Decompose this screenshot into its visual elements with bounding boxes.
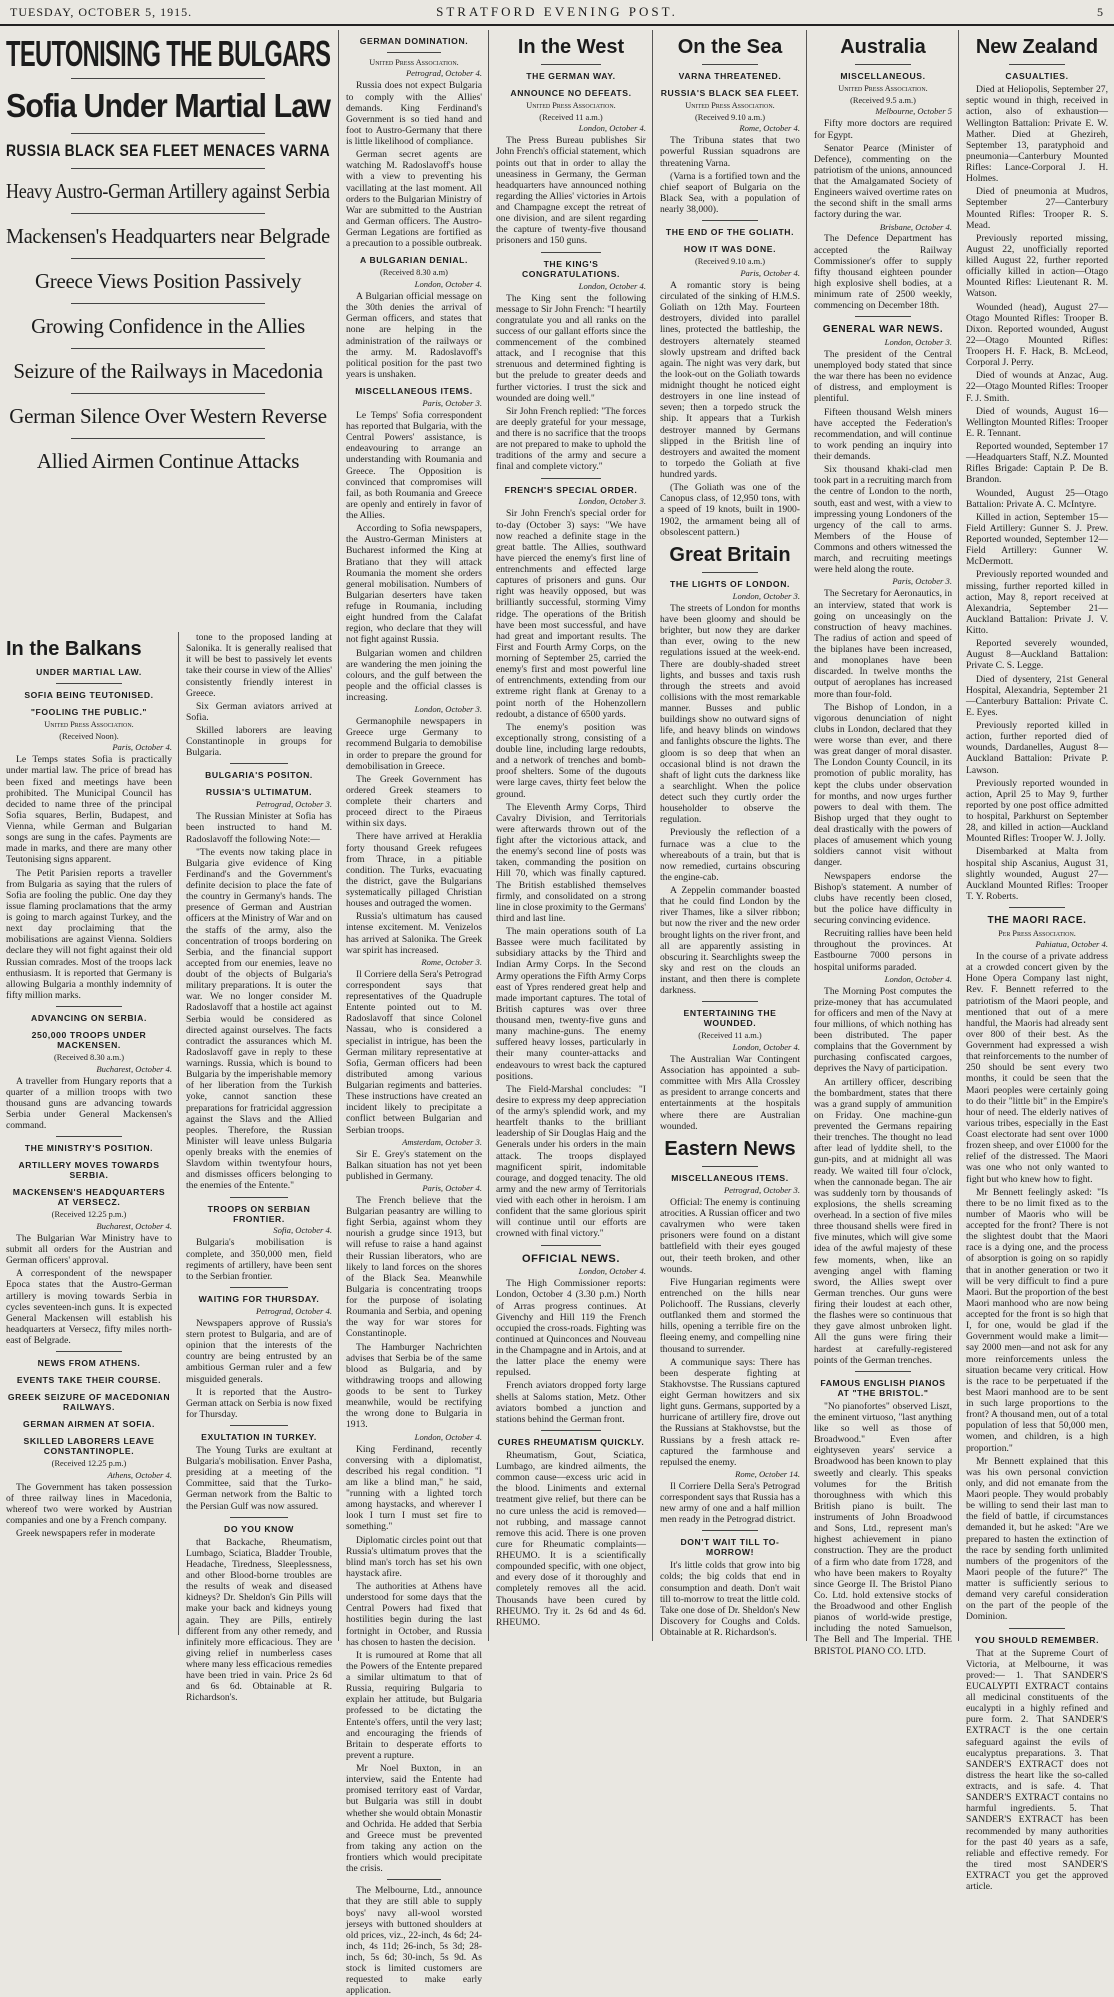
- section-title-balkans: In the Balkans: [6, 638, 142, 660]
- dateline: London, October 3.: [414, 704, 482, 715]
- article-paragraph: King Ferdinand, recently conversing with a diplomatist, described his regal condition. "I am like a blind man," he said, "running with a lighted torch among haystacks, and wherever I look I turn I must set fire to something.": [346, 1443, 482, 1533]
- article-paragraph: Mr Bennett explained that this was his own personal conviction only, and did not emanate from the Maori people. They would probably be willing to send their last man to the field of battle, if circumstances demanded it, but he asked: "Are we prepared to hasten the extinction of the race by sending forth unlimited numbers of the progenitors of the Maori people of the future?" The matter is sufficiently serious to demand very careful consideration on the part of the people of the Dominion.: [966, 1455, 1108, 1623]
- subhead: THE MAORI RACE.: [987, 915, 1087, 927]
- article-paragraph: The Press Bureau publishes Sir John French's official statement, which points out that in order to allay the uneasiness in Germany, the German headquarters have announced nothing regarding the Allies' victories in Artois and Champagne except the retreat of one division, and are silent regarding the capture of twenty-five thousand prisoners and 150 guns.: [496, 135, 646, 247]
- bulgaria-column: [180, 632, 338, 1704]
- article-paragraph: There have arrived at Heraklia forty thousand Greek refugees from Thrace, in a pitiable condition. The Turks, evacuating the district, gave the Bulgarians systematically pillaged Christian houses and outraged the women.: [346, 831, 482, 910]
- dateline: Petrograd, October 3.: [723, 1184, 800, 1195]
- article-paragraph: The main operations south of La Bassee were much facilitated by subsidiary attacks by the Third and Indian Army Corps. In the Second Army operations the Fifth Army Corps east of Ypres rendered great help and made important captures. The total of British captures was over three thousand men, twenty-five guns and many machine-guns. The enemy suffered heavy losses, particularly in their many counter-attacks and endeavours to wrest back the captured positions.: [496, 926, 646, 1082]
- column-rule: [178, 632, 179, 1635]
- subhead: GENERAL WAR NEWS.: [822, 324, 944, 336]
- article-paragraph: The High Commissioner reports: London, October 4 (3.30 p.m.) North of Arras progress continues. At Givenchy and Hill 119 the French occupied the cross-roads. Fighting was continued at Quinconces and Nouveau in the Champagne and in Artois, and at the latter place the enemy were repulsed.: [496, 1278, 646, 1379]
- agency-line: United Press Association.: [685, 101, 775, 111]
- subhead: MISCELLANEOUS ITEMS.: [355, 386, 473, 397]
- subhead: SKILLED LABORERS LEAVE CONSTANTINOPLE.: [23, 1435, 155, 1456]
- west-column: [490, 30, 652, 1641]
- article-paragraph: The French believe that the Bulgarian peasantry are willing to fight Serbia, against whom they nourish a grudge since 1913, but will refuse to raise a hand against their Russian liberators, who are likely to land forces on the shores of the Black Sea. Meanwhile Bulgaria is concentrating troops for the purpose of isolating Roumania and Serbia, and opening the way for war stores for Constantinople.: [346, 1194, 482, 1340]
- subhead: WAITING FOR THURSDAY.: [198, 1293, 320, 1304]
- article-paragraph: Sir John French's special order for to-day (October 3) says: "We have now reached a definite stage in the great battle. The Allies, southward have pierced the enemy's first line of entrenchments and effected large captures of prisoners and guns. Our right was heavily opposed, but was brilliantly successful, storming Vimy ridge. The operations of the British have been most successful, and have had great and important results. The First and Fourth Army Corps, on the morning of September 25, carried the enemy's first and most powerful line of entrenchments, extending from our extreme right flank at Grenay to a point north of the Hohenzollern redoubt, a distance of 6500 yards.: [496, 508, 646, 720]
- article-paragraph: French aviators dropped forty large shells at Saloms station, Metz. Other aviators bombed a junction and stations behind the German front.: [496, 1380, 646, 1425]
- headline-6: Greece Views Position Passively: [34, 269, 302, 293]
- agency-line: Per Press Association.: [998, 928, 1076, 938]
- section-title-australia: Australia: [840, 36, 926, 58]
- article-paragraph: The Tribuna states that two powerful Russian squadrons are threatening Varna.: [660, 135, 800, 169]
- dateline: Paris, October 4.: [422, 1182, 482, 1193]
- article-paragraph: Il Corriere della Sera's Petrograd correspondent says that representatives of the Quadruple Entente pointed out to M. Radoslavoff that since Colonel Nassau, who is considered a specialist in intrigue, has been the German military representative at Sofia, German officers had been distributed among various Bulgarian regiments and batteries. These instructions have created an incident likely to precipitate a conflict between Bulgarian and Serbian troops.: [346, 968, 482, 1136]
- subhead: THE MINISTRY'S POSITION.: [24, 1143, 154, 1154]
- sea-column: [654, 30, 806, 1641]
- article-paragraph: Russia's ultimatum has caused intense excitement. M. Venizelos has arrived at Salonika. The Greek war spirit has increased.: [346, 911, 482, 956]
- article-paragraph: Previously the reflection of a furnace was a clue to the whereabouts of a train, but that is now remedied, curtains obscuring the engine-cab.: [660, 827, 800, 883]
- headline-8: Seizure of the Railways in Macedonia: [13, 359, 323, 383]
- article-paragraph: The Greek Government has ordered Greek steamers to complete their charters and proceed direct to the Piraeus within six days.: [346, 773, 482, 830]
- article-paragraph: Russia does not expect Bulgaria to comply with the Allies' demands. King Ferdinand's Government is so tied hand and foot to Austro-Germany that there is little likelihood of compliance.: [346, 80, 482, 148]
- casualty-entry: Previously reported missing, August 22, unofficially reported killed August 22, further reported officially killed in action—Otago Mounted Rifles: Lieutenant R. M. Watson.: [966, 232, 1108, 300]
- subhead: THE KING'S CONGRATULATIONS.: [521, 258, 621, 279]
- article-paragraph: Sir John French replied: "The forces are deeply grateful for your message, and there is no sacrifice that the troops are not prepared to make to uphold the traditions of the army and secure a final and complete victory.": [496, 405, 646, 473]
- headline-4: Heavy Austro-German Artillery against Serbia: [6, 179, 330, 203]
- section-title-sea: On the Sea: [677, 36, 783, 58]
- article-paragraph: Sir E. Grey's statement on the Balkan situation has not yet been published in Germany.: [346, 1148, 482, 1182]
- article-paragraph: The authorities at Athens have understood for some days that the Central Powers had fixed that hostilities begin during the last fortnight in October, and Russia has chosen to hasten the decision.: [346, 1581, 482, 1648]
- subhead: MISCELLANEOUS ITEMS.: [671, 1172, 789, 1183]
- headline-3: RUSSIA BLACK SEA FLEET MENACES VARNA: [6, 141, 331, 160]
- dateline: Melbourne, October 5: [875, 106, 952, 117]
- dateline: Paris, October 3.: [422, 397, 482, 408]
- dateline: London, October 4.: [578, 1266, 646, 1277]
- article-paragraph: The Secretary for Aeronautics, in an interview, stated that work is going on unceasingly on the construction of heavy machines. The radius of action and speed of the biplanes have been increased, and monoplanes have been discarded. In twelve months the output of aeroplanes has increased more than four-fold.: [814, 588, 952, 700]
- advert-heading: DO YOU KNOW: [224, 1523, 294, 1534]
- subhead: "FOOLING THE PUBLIC.": [30, 707, 148, 718]
- section-title-west: In the West: [517, 36, 625, 58]
- article-paragraph: Recruiting rallies have been held throughout the provinces. At Eastbourne 7000 persons in hospital uniforms paraded.: [814, 928, 952, 973]
- article-paragraph: A communique says: There has been desperate fighting at Stakhovstse. The Russians captured eight German howitzers and six light guns. Germans, supported by a hurricane of artillery fire, drove out the Russians at Stakhovstse, but the Russians by a fresh attack re-captured the farmhouse and repulsed the enemy.: [660, 1356, 800, 1468]
- article-paragraph: The Field-Marshal concludes: "I desire to express my deep appreciation of the army's splendid work, and my heartfelt thanks to the brilliant leadership of Sir Douglas Haig and the Generals under his orders in the main attack. The troops displayed magnificent spirit, indomitable courage, and dogged tenacity. The old army and the new army of Territorials vied with each other in heroism. I am confident that the same glorious spirit will continue until our efforts are crowned with final victory.": [496, 1083, 646, 1240]
- casualty-entry: Disembarked at Malta from hospital ship Ascanius, August 31, slightly wounded, August 27—Auckland Mounted Rifles: Trooper T. Y. Roberts.: [966, 846, 1108, 902]
- subhead: ANNOUNCE NO DEFEATS.: [510, 88, 632, 99]
- article-paragraph: Greek newspapers refer in moderate: [16, 1528, 156, 1540]
- casualty-entry: Wounded (head), August 27—Otago Mounted Rifles: Trooper B. Dixon. Reported wounded, August 22—Otago Mounted Rifles: Troopers H. F. Hack, B. McLeod, Corporal J. Perry.: [966, 301, 1108, 369]
- subhead: GREEK SEIZURE OF MACEDONIAN RAILWAYS.: [7, 1392, 171, 1413]
- dateline: Amsterdam, October 3.: [402, 1136, 482, 1147]
- dateline: London, October 3.: [884, 336, 952, 347]
- article-paragraph: The Morning Post computes the prize-money that has accumulated for officers and men of the Navy at four millions, of which nothing has been distributed. The paper complains that the Government by purchasing confiscated cargoes, deprives the Navy of participation.: [814, 985, 952, 1075]
- subhead: OFFICIAL NEWS.: [521, 1252, 621, 1265]
- article-paragraph: An artillery officer, describing the bombardment, states that there was a grand supply of ammunition on Friday. One machine-gun prevented the Germans repairing their trenches. The thought no lead after lead of lyddite shell, to the gun-pits, and at midnight all was ready. We waited till four o'clock, when the cannonade began. The air was suddenly torn by thousands of explosions, the shells screaming overhead. In a section of five miles three thousand shells were fired in five minutes, which will give some idea of the awful majesty of these few moments, when, like an avenging angel with flaming sword, the Allies swept over German trenches. Our guns were firing their loudest at each other, the flashes were so continuous that they gave almost unbroken light. All the guns were firing their hardest at carefully-registered points of the German trenches.: [814, 1076, 952, 1366]
- casualty-entry: Died of wounds at Anzac, Aug. 22—Otago Mounted Rifles: Trooper F. J. Smith.: [966, 370, 1108, 404]
- dateline: London, October 4.: [578, 280, 646, 291]
- dateline: Paris, October 3.: [892, 576, 952, 587]
- dateline: Rome, October 14.: [735, 1468, 800, 1479]
- article-paragraph: (The Goliath was one of the Canopus class, of 12,950 tons, with a speed of 19 knots, built in 1900-1902, the armament being all of obsolescent pattern.): [660, 482, 800, 538]
- casualty-entry: Died of pneumonia at Mudros, September 27—Canterbury Mounted Rifles: Trooper R. S. Mead.: [966, 186, 1108, 231]
- article-paragraph: Bulgaria's mobilisation is complete, and 350,000 men, field regiments of artillery, have been sent to the Serbian frontier.: [186, 1237, 332, 1282]
- article-paragraph: It is rumoured at Rome that all the Powers of the Entente prepared a similar ultimatum to that of Russia, requiring Bulgaria to explain her attitude, but Bulgaria professed to be dictating the Entente's offers, until the very last; and encouraging the friends of Britain to desperate efforts to prevent a rupture.: [346, 1649, 482, 1761]
- received-line: (Received 9.5 a.m.): [850, 95, 916, 105]
- section-title-great-britain: Great Britain: [669, 543, 791, 566]
- dateline: London, October 4.: [732, 1041, 800, 1052]
- dateline: Rome, October 4.: [739, 123, 800, 134]
- subhead: MACKENSEN'S HEADQUARTERS AT VERSECZ.: [12, 1187, 166, 1208]
- dateline: Rome, October 3.: [421, 956, 482, 967]
- advert-text: Rheumatism, Gout, Sciatica, Lumbago, are kindred ailments, the common cause—excess uric acid in the blood. Liniments and external treatment give relief, but there can be no cure unless the acid is removed—not rubbing, and massage cannot remove this acid. There is one proven cure for Rheumatic complaints—RHEUMO. It is a scientifically compounded specific, with one object, and every dose of it thoroughly and completely removes all the acid. Thousands have been cured by RHEUMO. Try it. 2s 6d and 4s 6d. RHEUMO.: [496, 1449, 646, 1628]
- article-paragraph: Mr Bennett feelingly asked: "Is there to be no limit fixed as to the number of Maoris who will be accepted for the front? There is not the slightest doubt that the Maori race is a dying one, and the process of absorption is going on so rapidly that in another generation or two it will be very difficult to find a pure Maori. But the proportion of the best Maori manhood who are now being accepted for the front is so high that I, for one, would be glad if the Government would make a limit—say 2000 men—and not ask for any more reinforcements unless the situation became very critical. How is the race to be perpetuated if the best Maori manhood are to be sent in such large proportions to the front? A thousand men, out of a total population of less that 50,000 men, women, and children, is a high proportion.": [966, 1186, 1108, 1454]
- column-rule: [806, 30, 807, 1641]
- dateline: London, October 4.: [578, 123, 646, 134]
- advert-text: The Melbourne, Ltd., announce that they are still able to supply boys' navy all-wool worsted jerseys with buttoned shoulders at old prices, viz., 22-inch, 4s 6d; 24-inch, 4s 11d; 26-inch, 5s 3d; 28-inch, 5s 6d; 30-inch, 5s 9d. As stock is limited customers are requested to make early application.: [346, 1885, 482, 1997]
- paper-name: STRATFORD EVENING POST.: [436, 4, 678, 19]
- article-paragraph: The president of the Central unemployed body stated that since the war there has been no evidence of distress, and employment is plentiful.: [814, 348, 952, 405]
- issue-date: TUESDAY, OCTOBER 5, 1915.: [10, 4, 193, 19]
- column-rule: [652, 30, 653, 1641]
- advert-heading: FAMOUS ENGLISH PIANOS AT "THE BRISTOL.": [820, 1377, 946, 1398]
- subhead: 250,000 TROOPS UNDER MACKENSEN.: [31, 1030, 147, 1051]
- received-line: (Received 11 a.m.): [539, 112, 603, 122]
- article-paragraph: Le Temps' Sofia correspondent has reported that Bulgaria, with the Central Powers' assistance, is endeavouring to arrange an understanding with Roumania and Greece. The Opposition is convinced that compromises will fail, as both Roumania and Greece are openly and entirely in favor of the Allies.: [346, 409, 482, 522]
- casualty-entry: Died at Heliopolis, September 27, septic wound in thigh, received in action, also of exhaustion—Wellington Battalion: Private E. W. Mather. Died at Ghezireh, September 13, paratyphoid and pneumonia—Canterbury Mounted Rifles: Lance-Corporal J. H. Holmes.: [966, 84, 1108, 185]
- subhead: UNDER MARTIAL LAW.: [36, 667, 142, 678]
- article-paragraph: Germanophile newspapers in Greece urge Germany to recommend Bulgaria to demobilise in order to prepare the ground for demobilisation in Greece.: [346, 716, 482, 772]
- article-paragraph: A traveller from Hungary reports that a quarter of a million troops with two thousand guns are advancing towards Serbia under General Mackensen's command.: [6, 1075, 172, 1132]
- subhead: EVENTS TAKE THEIR COURSE.: [16, 1375, 162, 1386]
- subhead: MISCELLANEOUS.: [840, 71, 926, 82]
- received-line: (Received 11 a.m.): [698, 1031, 762, 1041]
- article-paragraph: Five Hungarian regiments were entrenched on the hills near Polichooff. The Russians, cleverly outflanked them and stormed the hills, opening a terrible fire on the fleeing enemy, and compelling nine thousand to surrender.: [660, 1276, 800, 1355]
- article-paragraph: In the course of a private address at a crowded concert given by the Hone Opera Company last night, Rev. F. Bennett referred to the patriotism of the Maori people, and mentioned that out of a mere handful, the Maoris had already sent over 800 of their best. As the Government had expressed a wish that reinforcements to the number of 250 should be sent every two months, it could be seen that the Maori peoples were certainly going to do their "little bit" in the Empire's hour of need. The elderly natives of various tribes, especially in the East Coast electorate had sent over 1000 frozen sheep, and over £1000 for the relief of the distressed. The Maori was one who not only wanted to fight but who knew how to fight.: [966, 951, 1108, 1185]
- casualty-entry: Killed in action, September 15—Field Artillery: Gunner S. J. Prew. Reported wounded, September 12—Field Artillery: Gunner W. McDermott.: [966, 511, 1108, 568]
- article-paragraph: Diplomatic circles point out that Russia's ultimatum proves that the blind man's torch has set his own haystack afire.: [346, 1534, 482, 1579]
- article-paragraph: A Zeppelin commander boasted that he could find London by the river Thames, like a silver ribbon; but now the river and the new order brought lights on the river front, and all are apparently assisting in obscuring it. Searchlights sweep the sky and rest on the clouds an instant, and then there is complete darkness.: [660, 885, 800, 997]
- column-rule: [958, 30, 959, 1641]
- german-domination-column: [340, 30, 488, 1997]
- agency-line: United Press Association.: [526, 101, 616, 111]
- subhead: THE LIGHTS OF LONDON.: [669, 578, 791, 589]
- article-paragraph: The King sent the following message to Sir John French: "I heartily congratulate you and all ranks on the success of our gallant efforts since the commencement of the combined attack, and I recognise that this strenuous and determined fighting is but the prelude to greater deeds and further victories. I trust the sick and wounded are doing well.": [496, 292, 646, 404]
- article-paragraph: Skilled laborers are leaving Constantinople in groups for Bulgaria.: [186, 725, 332, 759]
- new-zealand-column: [960, 30, 1114, 1893]
- subhead: SOFIA BEING TEUTONISED.: [24, 690, 154, 701]
- dateline: Bucharest, October 4.: [96, 1220, 172, 1231]
- subhead: VARNA THREATENED.: [678, 71, 782, 82]
- received-line: (Received 8.30 a.m.): [54, 1052, 124, 1062]
- article-paragraph: "The events now taking place in Bulgaria give evidence of King Ferdinand's and the Government's definite decision to place the fate of the country in Germany's hands. The presence of German and Austrian officers at the Ministry of War and on the staffs of the army, also the concentration of troops bordering on Serbia, and the financial support accepted from our enemies, leave no doubt of the objects of Bulgaria's military preparations. It is outer the war. We no longer consider M. Radoslavoff that a hostile act against Serbia would be considered as directed against ourselves. The facts contradict the assurances which M. Radoslavoff gave in reply to these warnings. Russia, which is bound to Bulgaria by the imperishable memory of her liberation from the Turkish yoke, cannot sanction these preparations for fratricidal aggression against the Slavs and the Allied peoples. Therefore, the Russian Minister will leave unless Bulgaria openly breaks with the enemies of Slavdom within twentyfour hours, and dismisses officers belonging to the enemies of the Entente.": [186, 846, 332, 1192]
- dateline: Athens, October 4.: [107, 1469, 172, 1480]
- main-headline: TEUTONISING THE BULGARS: [6, 33, 331, 74]
- subhead: NEWS FROM ATHENS.: [37, 1358, 141, 1369]
- article-paragraph: The streets of London for months have been gloomy and should be brighter, but now they are darker than ever, owing to the new regulations issued at the week-end. There are doubly-shaded street lights, and busses and taxis rush through the streets and avoid collisions with the most remarkable manner. Busses and public buildings show no outward signs of life, and heavy blinds on windows and fanlights obscure the lights. The gloom is so deep that when an occasional blind is not drawn the shaft of light cuts the darkness like a searchlight. When the police detect such they curtly order the householder to observe the regulation.: [660, 602, 800, 826]
- dateline: London, October 4.: [884, 973, 952, 984]
- article-paragraph: Bulgarian women and children are wandering the men joining the colours, and the gulf between the people and the official classes is increasing.: [346, 647, 482, 704]
- casualty-entry: Reported wounded, September 17—Headquarters Staff, N.Z. Mounted Rifles Brigade: Captain P. De B. Brandon.: [966, 441, 1108, 486]
- dateline: Petrograd, October 4.: [405, 68, 482, 79]
- article-paragraph: German secret agents are watching M. Radoslavoff's house with a view to preventing his vacillating at the last moment. All orders to the Bulgarian Ministry of War are submitted to the Austrian and German officers. The Austro-German Legations are fortified as a precaution to a possible outbreak.: [346, 149, 482, 250]
- dateline: London, October 4.: [414, 279, 482, 290]
- section-title-new-zealand: New Zealand: [975, 36, 1099, 58]
- received-line: (Received 12.25 p.m.): [51, 1458, 127, 1468]
- article-paragraph: Official: The enemy is continuing atrocities. A Russian officer and two cavalrymen who were taken prisoners were found on a distant battlefield with their eyes gouged out, their teeth broken, and other wounds.: [660, 1196, 800, 1275]
- headline-5: Mackensen's Headquarters near Belgrade: [6, 224, 330, 248]
- agency-line: United Press Association.: [838, 84, 928, 94]
- article-paragraph: Il Corriere Della Sera's Petrograd correspondent says that Russia has a new army of one and a half million men ready in the Petrograd district.: [660, 1480, 800, 1526]
- article-paragraph: Fifteen thousand Welsh miners have accepted the Federation's recommendation, and will continue to work pending an inquiry into their demands.: [814, 406, 952, 463]
- dateline: Paris, October 4.: [740, 267, 800, 278]
- advert-text: "No pianofortes" observed Liszt, the eminent virtuoso, "last anything like so well as those of Broadwood." Even after eightyseven years' service a Broadwood has been known to play sweetly and clearly. This speaks volumes for the British thoroughness with which this British piano is built. The instruments of John Broadwood and Sons, Ltd., represent man's highest achievement in piano construction. They are the product of a firm who date from 1728, and who have been makers to Royalty since George II. The Bristol Piano Co. Ltd. hold extensive stocks of the Broadwood and other English pianos of world-wide prestige, including the noted Samuelson, The Bell and The Imperial. THE BRISTOL PIANO CO. LTD.: [814, 1400, 952, 1657]
- casualty-entry: Died of wounds, August 16—Wellington Mounted Rifles: Trooper E. R. Tennant.: [966, 405, 1108, 439]
- advert-heading: YOU SHOULD REMEMBER.: [974, 1634, 1100, 1645]
- advert-heading: CURES RHEUMATISM QUICKLY.: [497, 1436, 645, 1447]
- article-paragraph: Le Temps states Sofia is practically under martial law. The price of bread has been fixed and meetings have been prohibited. The Municipal Council has decided to name three of the principal Sofia squares, Berlin, Budapest, and Vienna, while German and Bulgarian songs are sung in the cafes. Payments are made in marks, and there are many other Teutonising signs apparent.: [6, 754, 172, 866]
- received-line: (Received 8.30 a.m): [380, 268, 448, 278]
- article-paragraph: According to Sofia newspapers, the Austro-German Ministers at Bucharest informed the King at Bratiano that they will attack Roumania the moment she orders general mobilisation. Numbers of Bulgarian deserters have taken refuge in Roumania, including eight hundred from the Calafat region, who declare that they will not fight against Russia.: [346, 523, 482, 646]
- headline-7: Growing Confidence in the Allies: [31, 314, 305, 338]
- subhead: ENTERTAINING THE WOUNDED.: [683, 1008, 777, 1029]
- dateline: London, October 3.: [578, 496, 646, 507]
- article-paragraph: Mr Noel Buxton, in an interview, said the Entente had promised territory east of Vardar, but Bulgaria was still in doubt whether she would obtain Monastir and Ochrida. He added that Serbia and Greece must be prevented from taking any action on the frontiers which would precipitate the crisis.: [346, 1763, 482, 1875]
- article-paragraph: The Hamburger Nachrichten advises that Serbia be of the same blood as Bulgaria, and by withdrawing troops and allowing goods to be sent to Turkey meanwhile, would be rectifying the wrong done to Bulgaria in 1913.: [346, 1341, 482, 1431]
- article-paragraph: A Bulgarian official message on the 30th denies the arrival of German officers, and states that none are helping in the administration of the railways or the army. M. Radoslavoff's political position for the past two years is unshaken.: [346, 291, 482, 380]
- agency-line: United Press Association.: [44, 720, 134, 730]
- article-paragraph: The Defence Department has accepted the Railway Commissioner's offer to supply fifty thousand eighteen pounder high explosive shell bodies, at a minimum rate of 2500 weekly, commencing on December 18th.: [814, 233, 952, 312]
- casualty-entry: Previously reported wounded in action, April 25 to May 9, further reported by one post office admitted to hospital, Parkhurst on September 28, and killed in action—Auckland Mounted Rifles: Trooper W. J. Jolly.: [966, 777, 1108, 845]
- article-paragraph: The Australian War Contingent Association has appointed a sub-committee with Mrs Alla Crossley as president to arrange concerts and entertainments at the hospitals where there are Australian wounded.: [660, 1053, 800, 1132]
- article-paragraph: The Young Turks are exultant at Bulgaria's mobilisation. Enver Pasha, presiding at a meeting of the Committee, said that the Turko-German network from the Baltic to the Persian Gulf was now assured.: [186, 1444, 332, 1512]
- received-line: (Received 9.10 a.m.): [695, 257, 765, 267]
- dateline: Pahiatua, October 4.: [1035, 939, 1108, 950]
- casualty-entry: Previously reported wounded and missing, further reported killed in action, May 8, report received at Alexandria, September 21—Auckland Battalion: Private J. V. Kitto.: [966, 569, 1108, 637]
- casualty-entry: Wounded, August 25—Otago Battalion: Private A. C. McIntyre.: [966, 487, 1108, 510]
- masthead: [0, 0, 1114, 26]
- headline-2: Sofia Under Martial Law: [6, 87, 331, 124]
- dateline: London, October 4.: [414, 1431, 482, 1442]
- article-paragraph: (Varna is a fortified town and the chief seaport of Bulgaria on the Black Sea, with a population of nearly 38,000).: [660, 170, 800, 216]
- article-paragraph: The Russian Minister at Sofia has been instructed to hand M. Radoslavoff the following Note:—: [186, 811, 332, 845]
- article-paragraph: The Bishop of London, in a vigorous denunciation of night clubs in London, declared that they were worse than ever, and there was great danger of moral disaster. The London County Council, in its promotion of public morality, has kept the clubs under observation for months, and now urges further powers to deal with them. The Bishop urged that they ought to deal drastically with the powers of places of amusement which young soldiers cannot visit without danger.: [814, 701, 952, 869]
- article-paragraph: The Eleventh Army Corps, Third Cavalry Division, and Territorials were afterwards thrown out of the fight after the victorious attack, and the enemy's second line of posts was taken, commanding the position on Hill 70, which was finally captured. The British established themselves firmly, and consolidated on a strong line in close proximity to the Germans' third and last line.: [496, 801, 646, 924]
- article-paragraph: It is reported that the Austro-German attack on Serbia is now fixed for Thursday.: [186, 1386, 332, 1420]
- article-paragraph: The enemy's position was exceptionally strong, consisting of a double line, including large redoubts, and a network of trenches and bomb-proof shelters. Some of the dugouts were large caves, thirty feet below the ground.: [496, 721, 646, 800]
- subhead: EXULTATION IN TURKEY.: [201, 1432, 317, 1442]
- advert-text: It's little colds that grow into big colds; the big colds that end in consumption and death. Don't wait till to-morrow to treat the little cold. Take one dose of Dr. Sheldon's New Discovery for Coughs and Colds. Obtainable at R. Richardson's.: [660, 1560, 800, 1639]
- article-paragraph: Senator Pearce (Minister of Defence), commenting on the patriotism of the unions, announced that the Amalgamated Society of Engineers waived overtime rates on the second shift in the small arms factory during the war.: [814, 142, 952, 221]
- article-paragraph: The Bulgarian War Ministry have to submit all orders for the Austrian and German officers' approval.: [6, 1232, 172, 1267]
- article-paragraph: Six thousand khaki-clad men took part in a recruiting march from the centre of London to the north, south, east and west, with a view to impressing young Londoners of the urgency of the call to arms. Members of the House of Commons and others witnessed the march, and recruiting meetings were held along the route.: [814, 464, 952, 576]
- balkans-column: [0, 632, 178, 1635]
- dateline: Bucharest, October 4.: [96, 1063, 172, 1074]
- dateline: Petrograd, October 4.: [255, 1305, 332, 1316]
- subhead: THE END OF THE GOLIATH.: [665, 227, 795, 238]
- page-number: 5: [1097, 4, 1104, 19]
- lower-left-area: [0, 632, 340, 1704]
- received-line: (Received 12.25 p.m.): [51, 1210, 127, 1220]
- subhead: GERMAN DOMINATION.: [359, 36, 469, 46]
- subhead: RUSSIA'S BLACK SEA FLEET.: [660, 88, 800, 99]
- article-paragraph: A romantic story is being circulated of the sinking of H.M.S. Goliath on 12th May. Fourteen destroyers, divided into parallel lines, protected the battleship, the destroyers alternately steamed slowly upstream and drifted back again. The night was very dark, but the look-out on the Goliath towards midnight thought he noticed eight destroyers in one line instead of seven; then a torpedo struck the ship. It appears that a Turkish destroyer manned by Germans slipped in the British line of destroyers and awaited the moment to torpedo the Goliath at five hundred yards.: [660, 279, 800, 481]
- dateline: Petrograd, October 3.: [255, 799, 332, 810]
- section-title-eastern-news: Eastern News: [664, 1137, 796, 1160]
- agency-line: United Press Association.: [369, 57, 459, 67]
- advert-text: that Backache, Rheumatism, Lumbago, Sciatica, Bladder Trouble, Headache, Tiredness, Sleeplessness, and other Blood-borne troubles are the results of weak and diseased kidneys? Dr. Sheldon's Gin Pills will make your back and kidneys young again. They are Pills, entirely different from any other remedy, and infinitely more efficacious. They are giving relief in numberless cases where many less efficacious remedies have been tried in vain. Price 2s 6d and 6s 6d. Obtainable at R. Richardson's.: [186, 1536, 332, 1704]
- casualty-entry: Reported severely wounded, August 8—Auckland Battalion: Private C. S. Legge.: [966, 638, 1108, 672]
- article-paragraph: tone to the proposed landing at Salonika. It is generally realised that it will be best to passively let events take their course in view of the Allies' consistently friendly interest in Greece.: [186, 632, 332, 699]
- headline-stack: [6, 30, 330, 483]
- subhead: RUSSIA'S ULTIMATUM.: [205, 787, 313, 798]
- received-line: (Received Noon).: [59, 731, 119, 741]
- article-paragraph: Newspapers approve of Russia's stern protest to Bulgaria, and are of opinion that the interests of the country are being entrusted by an ambitious German ruler and a few misguided generals.: [186, 1317, 332, 1385]
- article-paragraph: A correspondent of the newspaper Epoca states that the Austro-German artillery is moving towards Serbia in cycles seventeen-inch guns. It is expected General Mackensen will establish his headquarters at Versecz, fifty miles north-east of Belgrade.: [6, 1268, 172, 1347]
- dateline: Brisbane, October 4.: [879, 221, 952, 232]
- advert-text: That at the Supreme Court of Victoria, at Melbourne, it was proved:— 1. That SANDER'S EUCALYPTI EXTRACT contains all medicinal constituents of the eucalypti in a highly refined and pure form. 2. That SANDER'S EXTRACT is the one certain safeguard against the evils of eucalyptus preparations. 3. That SANDER'S EXTRACT does not distress the heart like the so-called extracts, and is safe. 4. That SANDER'S EXTRACT contains no harmful ingredients. 5. That SANDER'S EXTRACT has been recommended by many authorities for the past 40 years as a safe, reliable and effective remedy. For the tired most SANDER'S EXTRACT you get the approved article.: [966, 1647, 1108, 1893]
- subhead: BULGARIA'S POSITON.: [205, 770, 313, 781]
- dateline: Sofia, October 4.: [273, 1225, 332, 1236]
- australia-column: [808, 30, 958, 1657]
- subhead: HOW IT WAS DONE.: [683, 244, 777, 255]
- dateline: Paris, October 4.: [112, 742, 172, 753]
- subhead: TROOPS ON SERBIAN FRONTIER.: [207, 1203, 311, 1224]
- article-paragraph: Six German aviators arrived at Sofia.: [186, 700, 332, 723]
- article-paragraph: The Petit Parisien reports a traveller from Bulgaria as saying that the rulers of Sofia are fooling the public. One day they issue flaming proclamations that the army is going to march against Turkey, and the next day proclaiming that the mobilisations are against Vienna. Soldiers declare they will not fight against their old Russian comrades. Most of the troops lack enthusiasm. It is reported that Germany is allowing Bulgaria a monthly indemnity of fifty million marks.: [6, 867, 172, 1001]
- dateline: London, October 3.: [732, 590, 800, 601]
- casualty-entry: Previously reported killed in action, further reported died of wounds, Dardanelles, August 8—Auckland Battalion: Private P. Lawson.: [966, 720, 1108, 776]
- article-paragraph: The Government has taken possession of three railway lines in Macedonia, whereof two were worked by Austrian companies and one by a French company.: [6, 1481, 172, 1527]
- advert-heading: DON'T WAIT TILL TO-MORROW!: [680, 1537, 780, 1558]
- column-rule: [488, 30, 489, 1641]
- subhead: GERMAN AIRMEN AT SOFIA.: [23, 1419, 155, 1430]
- article-paragraph: Fifty more doctors are required for Egypt.: [814, 118, 952, 141]
- subhead: THE GERMAN WAY.: [526, 71, 616, 82]
- subhead: A BULGARIAN DENIAL.: [360, 255, 468, 266]
- subhead: CASUALTIES.: [1005, 71, 1069, 82]
- subhead: ARTILLERY MOVES TOWARDS SERBIA.: [18, 1160, 160, 1181]
- headline-10: Allied Airmen Continue Attacks: [36, 449, 300, 473]
- headline-9: German Silence Over Western Reverse: [9, 404, 327, 428]
- received-line: (Received 9.10 a.m.): [695, 112, 765, 122]
- casualty-entry: Died of dysentery, 21st General Hospital, Alexandria, September 21—Canterbury Battalion: Private C. E. Eyes.: [966, 673, 1108, 718]
- subhead: FRENCH'S SPECIAL ORDER.: [504, 484, 638, 495]
- subhead: ADVANCING ON SERBIA.: [31, 1013, 147, 1024]
- article-paragraph: Newspapers endorse the Bishop's statement. A number of clubs have recently been closed, but the police have difficulty in securing convincing evidence.: [814, 870, 952, 927]
